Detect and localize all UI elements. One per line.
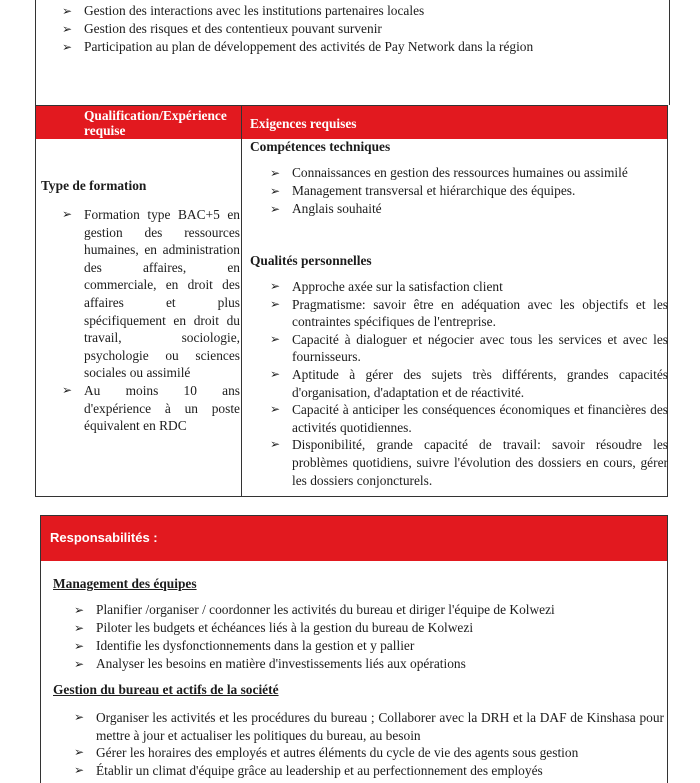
arrow-bullet-icon: ➢ [62, 207, 73, 221]
management-title: Management des équipes [53, 576, 197, 591]
arrow-bullet-icon: ➢ [74, 762, 85, 777]
qualification-header-label: Qualification/Expérience requise [84, 108, 227, 138]
list-item: ➢ Approche axée sur la satisfaction client [270, 279, 503, 294]
list-item: ➢ Gestion des interactions avec les institutions partenaires locales [62, 3, 425, 18]
arrow-bullet-icon: ➢ [74, 603, 85, 617]
list-item: ➢ Au moins 10 ans d'expérience à un poste équivalent en RDC [62, 382, 240, 434]
arrow-bullet-icon: ➢ [74, 639, 85, 653]
qualites-list [270, 278, 668, 489]
arrow-bullet-icon: ➢ [270, 437, 281, 452]
arrow-bullet-icon: ➢ [270, 202, 281, 216]
formation-title: Type de formation [41, 178, 147, 193]
arrow-bullet-icon: ➢ [62, 4, 73, 18]
arrow-bullet-icon: ➢ [270, 166, 281, 180]
list-item: ➢ Anglais souhaité [270, 201, 382, 216]
arrow-bullet-icon: ➢ [62, 22, 73, 36]
list-item: ➢ Formation type BAC+5 en gestion des ressources humaines, en administration des affaires, en commerciale, en droit des affaires et plus spécifiquement en droit du travail, sociologie, psychologie ou sciences sociales ou assimilé [62, 207, 240, 381]
list-item: ➢ Identifie les dysfonctionnements dans la gestion et y pallier [74, 638, 415, 653]
list-item: ➢ Capacité à anticiper les conséquences économiques et financières des activités quotidiennes. [270, 402, 668, 435]
bureau-list [74, 709, 664, 779]
arrow-bullet-icon: ➢ [62, 40, 73, 54]
list-item: ➢ Pragmatisme: savoir être en adéquation avec les objectifs et les contraintes spécifiques de l'entreprise. [270, 296, 668, 330]
list-item: ➢ Gérer les horaires des employés et autres éléments du cycle de vie des agents sous gestion [74, 745, 579, 761]
list-item: ➢ Management transversal et hiérarchique des équipes. [270, 183, 576, 198]
arrow-bullet-icon: ➢ [270, 366, 281, 381]
qualites-title: Qualités personnelles [250, 253, 372, 268]
competences-title: Compétences techniques [250, 139, 391, 154]
arrow-bullet-icon: ➢ [270, 296, 281, 311]
list-item: ➢ Disponibilité, grande capacité de travail: savoir résoudre les problèmes quotidiens, suivre l'évolution des dossiers en cours, gérer les dossiers conjoncturels. [270, 437, 668, 488]
list-item: ➢ Connaissances en gestion des ressources humaines ou assimilé [270, 165, 628, 180]
arrow-bullet-icon: ➢ [74, 657, 85, 671]
arrow-bullet-icon: ➢ [270, 402, 281, 417]
arrow-bullet-icon: ➢ [270, 331, 281, 346]
arrow-bullet-icon: ➢ [270, 184, 281, 198]
management-list [74, 601, 664, 673]
bureau-title: Gestion du bureau et actifs de la société [53, 682, 279, 697]
competences-list [270, 164, 668, 218]
arrow-bullet-icon: ➢ [270, 279, 281, 293]
top-bullet-list [62, 2, 662, 56]
list-item: ➢ Aptitude à gérer des sujets très différents, grandes capacités d'organisation, d'adaptation et de réactivité. [270, 366, 668, 400]
arrow-bullet-icon: ➢ [62, 382, 73, 397]
list-item: ➢ Établir un climat d'équipe grâce au leadership et au perfectionnement des employés [74, 762, 543, 778]
list-item: ➢ Participation au plan de développement des activités de Pay Network dans la région [62, 39, 534, 54]
requirements-header-label: Exigences requises [250, 116, 357, 131]
formation-list [62, 206, 240, 435]
list-item: ➢ Gestion des risques et des contentieux pouvant survenir [62, 21, 382, 36]
responsibilities-header [41, 516, 667, 561]
list-item: ➢ Analyser les besoins en matière d'investissements liés aux opérations [74, 656, 466, 671]
arrow-bullet-icon: ➢ [74, 710, 85, 724]
column-divider [241, 106, 242, 496]
list-item: ➢ Capacité à dialoguer et négocier avec tous les services et avec les fournisseurs. [270, 331, 668, 365]
list-item: ➢ Organiser les activités et les procédures du bureau ; Collaborer avec la DRH et la DAF de Kinshasa pour mettre à jour et actualiser les politiques du bureau, au besoin [74, 710, 664, 743]
qualification-table-header [36, 106, 667, 139]
arrow-bullet-icon: ➢ [74, 621, 85, 635]
list-item: ➢ Piloter les budgets et échéances liés à la gestion du bureau de Kolwezi [74, 620, 474, 635]
responsibilities-title: Responsabilités : [50, 530, 158, 545]
arrow-bullet-icon: ➢ [74, 745, 85, 760]
list-item: ➢ Planifier /organiser / coordonner les activités du bureau et diriger l'équipe de Kolwezi [74, 602, 555, 617]
